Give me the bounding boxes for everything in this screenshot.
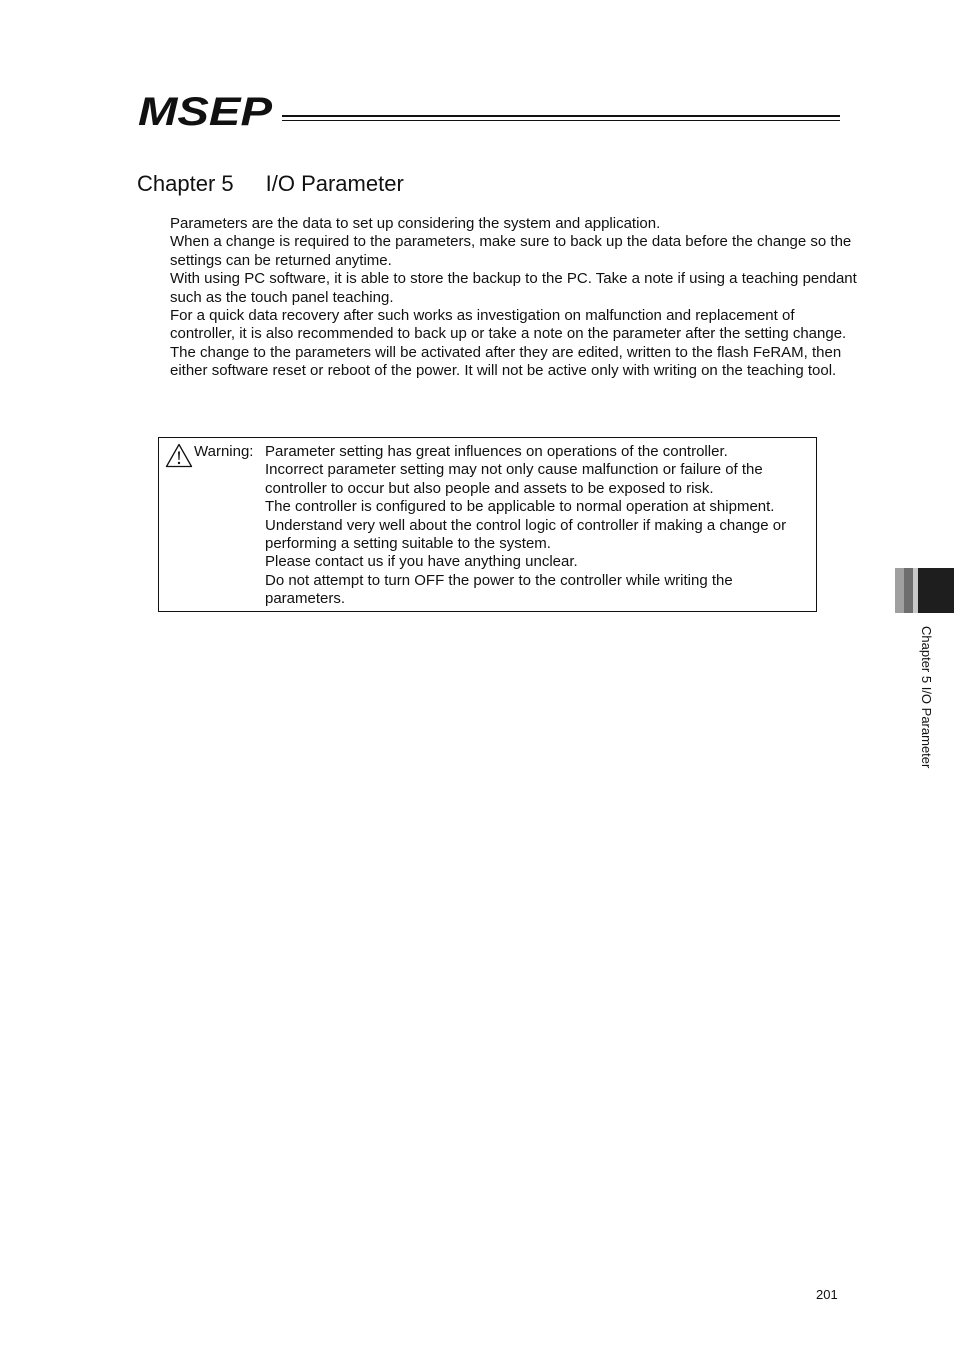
warning-line: Incorrect parameter setting may not only cause malfunction or failure of the controller to occur but also people and assets to be exposed to risk. [265, 461, 763, 497]
warning-text [265, 443, 813, 609]
warning-line: The controller is configured to be applicable to normal operation at shipment. [265, 498, 775, 516]
intro-paragraph: Parameters are the data to set up considering the system and application. [170, 215, 661, 232]
intro-paragraph: When a change is required to the parameters, make sure to back up the data before the change so the settings can be returned anytime. [170, 233, 852, 269]
warning-line: Do not attempt to turn OFF the power to the controller while writing the parameters. [265, 571, 733, 608]
intro-paragraph: With using PC software, it is able to store the backup to the PC. Take a note if using a teaching pendant such as the touch panel teaching. [170, 270, 857, 306]
warning-box [158, 437, 817, 612]
side-chapter-label: Chapter 5 I/O Parameter [919, 626, 934, 769]
warning-line: Please contact us if you have anything unclear. [265, 553, 578, 571]
warning-triangle-icon [165, 443, 193, 468]
warning-line: Understand very well about the control logic of controller if making a change or performing a setting suitable to the system. [265, 516, 787, 553]
intro-paragraph: For a quick data recovery after such works as investigation on malfunction and replacement of controller, it is also recommended to back up or take a note on the parameter after the setting change. [170, 307, 847, 343]
msep-logo [138, 94, 278, 128]
warning-line: Parameter setting has great influences on operations of the controller. [265, 443, 728, 460]
header-rule [282, 115, 840, 123]
warning-label: Warning: [194, 443, 254, 460]
chapter-name: I/O Parameter [265, 171, 404, 196]
chapter-tab-marker [895, 568, 954, 613]
intro-paragraph: The change to the parameters will be activated after they are edited, written to the flash FeRAM, then either software reset or reboot of the power. It will not be active only with writing on the teaching tool. [170, 343, 842, 380]
chapter-number: Chapter 5 [137, 171, 234, 196]
logo-mark: MSEP [138, 94, 273, 128]
chapter-title [137, 169, 404, 199]
page-number: 201 [816, 1287, 838, 1302]
intro-text [170, 215, 860, 381]
